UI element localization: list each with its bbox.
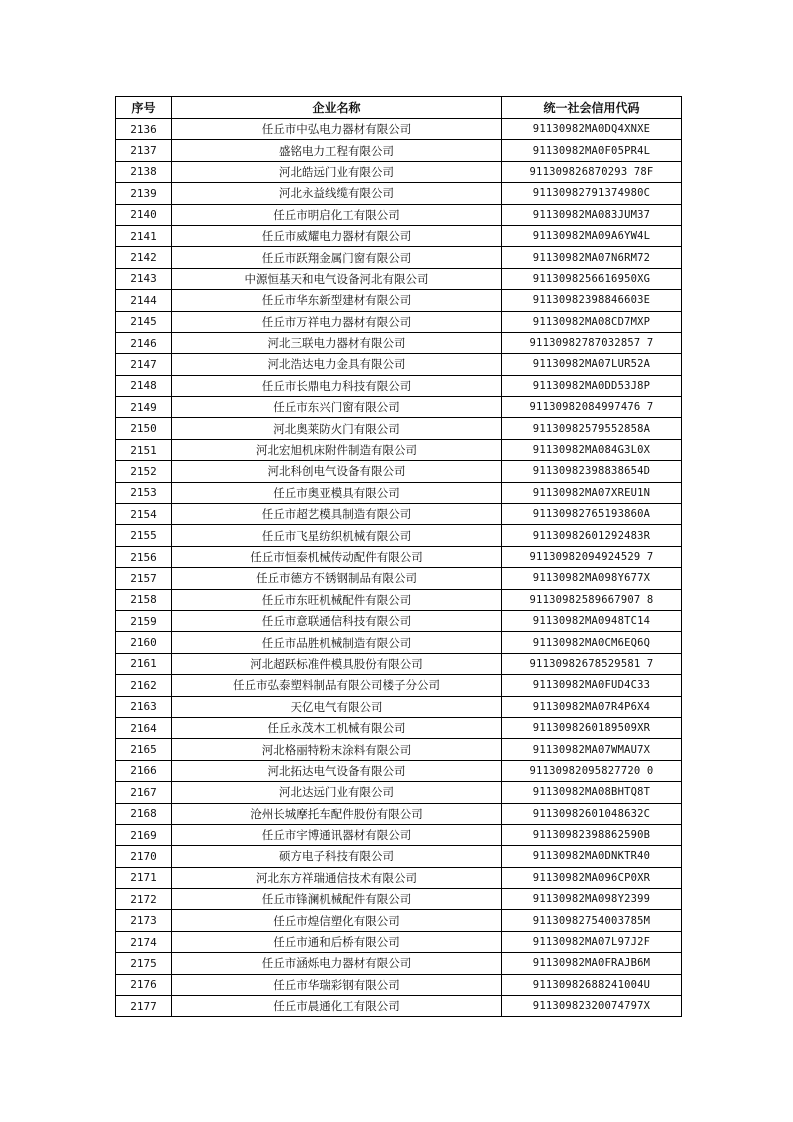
row-credit-code: 91130982MA0F05PR4L [502, 140, 682, 161]
row-enterprise-name: 河北宏旭机床附件制造有限公司 [172, 439, 502, 460]
row-enterprise-name: 任丘市恒泰机械传动配件有限公司 [172, 546, 502, 567]
row-credit-code: 91130982MA0948TC14 [502, 610, 682, 631]
row-credit-code: 91130982398862590B [502, 824, 682, 845]
row-credit-code: 911309826870293 78F [502, 161, 682, 182]
table-row [116, 461, 682, 482]
row-enterprise-name: 任丘市宇博通讯器材有限公司 [172, 824, 502, 845]
row-enterprise-name: 任丘市华东新型建材有限公司 [172, 290, 502, 311]
row-enterprise-name: 任丘市品胜机械制造有限公司 [172, 632, 502, 653]
row-seq: 2156 [116, 546, 172, 567]
row-seq: 2167 [116, 782, 172, 803]
row-seq: 2160 [116, 632, 172, 653]
row-seq: 2152 [116, 461, 172, 482]
table-row [116, 268, 682, 289]
row-seq: 2136 [116, 119, 172, 140]
row-seq: 2177 [116, 996, 172, 1017]
table-row [116, 632, 682, 653]
row-credit-code: 91130982787032857 7 [502, 332, 682, 353]
table-row [116, 161, 682, 182]
document-page [115, 96, 681, 1017]
row-credit-code: 91130982MA084G3L0X [502, 439, 682, 460]
row-credit-code: 91130982320074797X [502, 996, 682, 1017]
table-row [116, 119, 682, 140]
row-seq: 2162 [116, 675, 172, 696]
row-credit-code: 91130982601048632C [502, 803, 682, 824]
header-enterprise-name: 企业名称 [172, 97, 502, 119]
row-enterprise-name: 河北达远门业有限公司 [172, 782, 502, 803]
table-row [116, 439, 682, 460]
row-enterprise-name: 任丘市德方不锈钢制品有限公司 [172, 568, 502, 589]
row-credit-code: 91130982095827720 0 [502, 760, 682, 781]
row-seq: 2141 [116, 225, 172, 246]
row-enterprise-name: 任丘市奥亚模具有限公司 [172, 482, 502, 503]
row-enterprise-name: 河北永益线缆有限公司 [172, 183, 502, 204]
table-row [116, 225, 682, 246]
row-credit-code: 91130982MA0CM6EQ6Q [502, 632, 682, 653]
table-row [116, 803, 682, 824]
table-row [116, 739, 682, 760]
row-credit-code: 91130982MA083JUM37 [502, 204, 682, 225]
row-seq: 2175 [116, 953, 172, 974]
row-seq: 2151 [116, 439, 172, 460]
row-credit-code: 91130982MA098Y2399 [502, 889, 682, 910]
table-row [116, 889, 682, 910]
row-enterprise-name: 任丘市意联通信科技有限公司 [172, 610, 502, 631]
row-seq: 2171 [116, 867, 172, 888]
row-enterprise-name: 任丘市弘泰塑料制品有限公司楼子分公司 [172, 675, 502, 696]
row-enterprise-name: 任丘永茂木工机械有限公司 [172, 717, 502, 738]
table-row [116, 846, 682, 867]
table-row [116, 354, 682, 375]
row-credit-code: 91130982MA07R4P6X4 [502, 696, 682, 717]
row-enterprise-name: 河北浩达电力金具有限公司 [172, 354, 502, 375]
row-enterprise-name: 盛铭电力工程有限公司 [172, 140, 502, 161]
row-enterprise-name: 任丘市飞星纺织机械有限公司 [172, 525, 502, 546]
table-row [116, 974, 682, 995]
table-row [116, 418, 682, 439]
row-credit-code: 91130982754003785M [502, 910, 682, 931]
row-seq: 2155 [116, 525, 172, 546]
table-row [116, 140, 682, 161]
enterprise-table [115, 96, 682, 1017]
table-row [116, 332, 682, 353]
row-credit-code: 91130982MA0DD53J8P [502, 375, 682, 396]
row-credit-code: 91130982688241004U [502, 974, 682, 995]
table-row [116, 183, 682, 204]
row-enterprise-name: 任丘市华瑞彩钢有限公司 [172, 974, 502, 995]
row-seq: 2164 [116, 717, 172, 738]
row-seq: 2137 [116, 140, 172, 161]
row-enterprise-name: 任丘市锋澜机械配件有限公司 [172, 889, 502, 910]
row-seq: 2170 [116, 846, 172, 867]
row-enterprise-name: 任丘市东旺机械配件有限公司 [172, 589, 502, 610]
row-seq: 2158 [116, 589, 172, 610]
table-row [116, 482, 682, 503]
row-seq: 2148 [116, 375, 172, 396]
row-enterprise-name: 河北东方祥瑞通信技术有限公司 [172, 867, 502, 888]
row-enterprise-name: 任丘市涵烁电力器材有限公司 [172, 953, 502, 974]
row-seq: 2176 [116, 974, 172, 995]
table-row [116, 397, 682, 418]
table-row [116, 290, 682, 311]
row-seq: 2163 [116, 696, 172, 717]
row-credit-code: 91130982MA0DNKTR40 [502, 846, 682, 867]
row-seq: 2149 [116, 397, 172, 418]
row-enterprise-name: 河北拓达电气设备有限公司 [172, 760, 502, 781]
row-credit-code: 91130982MA07XREU1N [502, 482, 682, 503]
row-credit-code: 91130982791374980C [502, 183, 682, 204]
row-seq: 2142 [116, 247, 172, 268]
row-credit-code: 91130982579552858A [502, 418, 682, 439]
row-enterprise-name: 任丘市超艺模具制造有限公司 [172, 504, 502, 525]
row-seq: 2161 [116, 653, 172, 674]
row-seq: 2150 [116, 418, 172, 439]
row-seq: 2166 [116, 760, 172, 781]
table-row [116, 525, 682, 546]
row-credit-code: 91130982094924529 7 [502, 546, 682, 567]
row-credit-code: 91130982MA07LUR52A [502, 354, 682, 375]
table-row [116, 824, 682, 845]
table-row [116, 696, 682, 717]
row-credit-code: 9113098256616950XG [502, 268, 682, 289]
row-seq: 2139 [116, 183, 172, 204]
table-row [116, 204, 682, 225]
table-row [116, 675, 682, 696]
row-seq: 2172 [116, 889, 172, 910]
row-credit-code: 91130982398838654D [502, 461, 682, 482]
row-credit-code: 91130982MA098Y677X [502, 568, 682, 589]
row-seq: 2157 [116, 568, 172, 589]
row-seq: 2143 [116, 268, 172, 289]
row-enterprise-name: 河北奥莱防火门有限公司 [172, 418, 502, 439]
row-credit-code: 91130982MA07L97J2F [502, 931, 682, 952]
row-seq: 2144 [116, 290, 172, 311]
row-seq: 2169 [116, 824, 172, 845]
table-row [116, 568, 682, 589]
table-row [116, 782, 682, 803]
row-seq: 2140 [116, 204, 172, 225]
row-seq: 2173 [116, 910, 172, 931]
row-seq: 2154 [116, 504, 172, 525]
row-enterprise-name: 任丘市通和后桥有限公司 [172, 931, 502, 952]
row-seq: 2153 [116, 482, 172, 503]
table-row [116, 996, 682, 1017]
table-header-row [116, 97, 682, 119]
row-enterprise-name: 任丘市东兴门窗有限公司 [172, 397, 502, 418]
row-seq: 2147 [116, 354, 172, 375]
row-enterprise-name: 沧州长城摩托车配件股份有限公司 [172, 803, 502, 824]
table-row [116, 311, 682, 332]
row-enterprise-name: 任丘市明启化工有限公司 [172, 204, 502, 225]
row-credit-code: 91130982589667907 8 [502, 589, 682, 610]
table-row [116, 247, 682, 268]
table-row [116, 867, 682, 888]
row-credit-code: 91130982MA0FUD4C33 [502, 675, 682, 696]
row-seq: 2174 [116, 931, 172, 952]
row-seq: 2146 [116, 332, 172, 353]
row-credit-code: 91130982084997476 7 [502, 397, 682, 418]
row-credit-code: 91130982765193860A [502, 504, 682, 525]
row-enterprise-name: 河北三联电力器材有限公司 [172, 332, 502, 353]
table-row [116, 717, 682, 738]
table-row [116, 910, 682, 931]
table-row [116, 760, 682, 781]
table-row [116, 653, 682, 674]
row-enterprise-name: 任丘市晨通化工有限公司 [172, 996, 502, 1017]
table-row [116, 931, 682, 952]
row-credit-code: 91130982MA08CD7MXP [502, 311, 682, 332]
row-seq: 2159 [116, 610, 172, 631]
header-seq: 序号 [116, 97, 172, 119]
row-seq: 2165 [116, 739, 172, 760]
table-row [116, 953, 682, 974]
row-seq: 2145 [116, 311, 172, 332]
row-seq: 2168 [116, 803, 172, 824]
row-seq: 2138 [116, 161, 172, 182]
row-enterprise-name: 任丘市煌信塑化有限公司 [172, 910, 502, 931]
table-row [116, 546, 682, 567]
row-enterprise-name: 硕方电子科技有限公司 [172, 846, 502, 867]
row-enterprise-name: 河北格丽特粉末涂料有限公司 [172, 739, 502, 760]
row-enterprise-name: 任丘市长鼎电力科技有限公司 [172, 375, 502, 396]
table-row [116, 504, 682, 525]
table-row [116, 375, 682, 396]
row-credit-code: 91130982MA07WMAU7X [502, 739, 682, 760]
row-credit-code: 91130982398846603E [502, 290, 682, 311]
row-credit-code: 9113098260189509XR [502, 717, 682, 738]
row-credit-code: 91130982MA09A6YW4L [502, 225, 682, 246]
table-row [116, 589, 682, 610]
row-credit-code: 91130982MA0DQ4XNXE [502, 119, 682, 140]
row-credit-code: 91130982601292483R [502, 525, 682, 546]
table-row [116, 610, 682, 631]
row-credit-code: 91130982678529581 7 [502, 653, 682, 674]
row-credit-code: 91130982MA07N6RM72 [502, 247, 682, 268]
row-enterprise-name: 任丘市中弘电力器材有限公司 [172, 119, 502, 140]
row-enterprise-name: 中源恒基天和电气设备河北有限公司 [172, 268, 502, 289]
row-credit-code: 91130982MA096CP0XR [502, 867, 682, 888]
row-enterprise-name: 河北皓远门业有限公司 [172, 161, 502, 182]
row-enterprise-name: 天亿电气有限公司 [172, 696, 502, 717]
row-enterprise-name: 任丘市万祥电力器材有限公司 [172, 311, 502, 332]
row-enterprise-name: 河北超跃标准件模具股份有限公司 [172, 653, 502, 674]
row-enterprise-name: 任丘市威耀电力器材有限公司 [172, 225, 502, 246]
row-credit-code: 91130982MA0FRAJB6M [502, 953, 682, 974]
header-credit-code: 统一社会信用代码 [502, 97, 682, 119]
row-enterprise-name: 任丘市跃翔金属门窗有限公司 [172, 247, 502, 268]
row-credit-code: 91130982MA08BHTQ8T [502, 782, 682, 803]
row-enterprise-name: 河北科创电气设备有限公司 [172, 461, 502, 482]
